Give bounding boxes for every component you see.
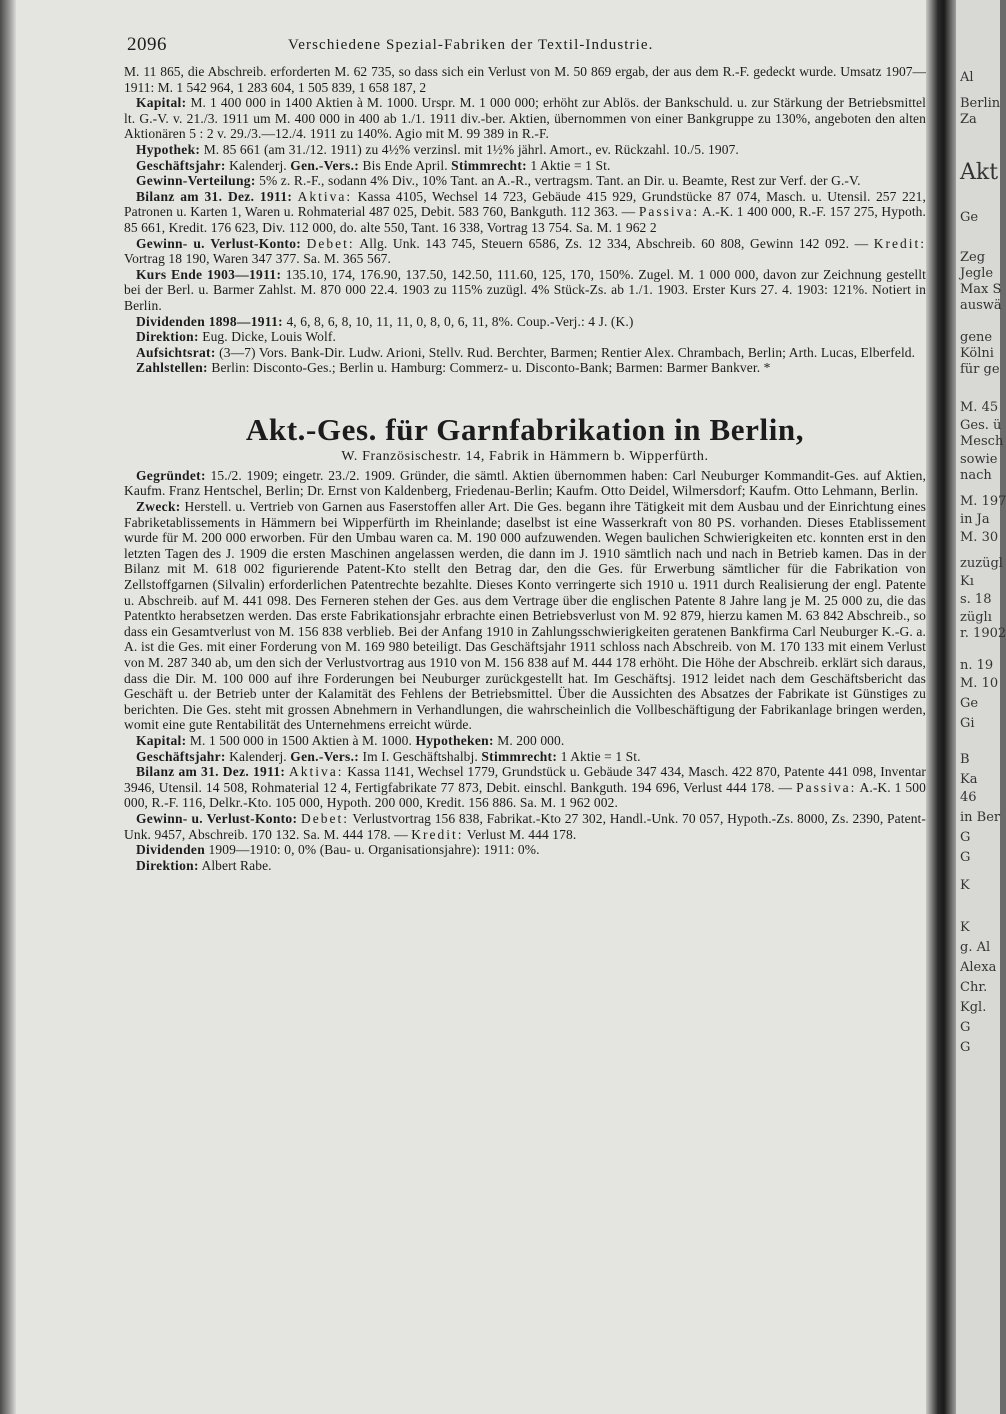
- geschaeftsjahr2-label: Geschäftsjahr:: [136, 748, 226, 764]
- hypotheken-text: M. 200 000.: [497, 732, 565, 748]
- stimmrecht2-label: Stimmrecht:: [481, 748, 558, 764]
- direktion-label: Direktion:: [136, 329, 199, 345]
- text-column: [124, 34, 926, 873]
- adjacent-page-fragment: nach: [960, 468, 992, 483]
- direktion-text: Eug. Dicke, Louis Wolf.: [202, 329, 336, 345]
- gen-vers2-text: Im I. Geschäftshalbj.: [362, 748, 478, 764]
- adjacent-page-fragment: G: [960, 1020, 971, 1035]
- stimmrecht-text: 1 Aktie = 1 St.: [530, 157, 611, 173]
- adjacent-page-fragment: Chr.: [960, 980, 988, 995]
- adjacent-page-fragment: gene: [960, 330, 993, 345]
- geschaeftsjahr2-text: Kalenderj.: [229, 748, 287, 764]
- adjacent-page-fragment: züglı: [960, 610, 992, 625]
- debet2-word: Debet:: [300, 810, 349, 826]
- gegruendet-text: 15./2. 1909; eingetr. 23./2. 1909. Gründer, die sämtl. Aktien übernommen haben: Carl Neuburger Kommandit-Ges. auf Aktien, Kaufm. Franz Hentschel, Berlin; Dr. Ernst von Kaldenberg, Friedenau-Berlin; Kaufm. Otto Deidel, Wilmersdorf; Kaufm. Otto Lehmann, Berlin.: [124, 467, 926, 499]
- stimmrecht-label: Stimmrecht:: [451, 157, 527, 173]
- guv-label: Gewinn- u. Verlust-Konto:: [136, 235, 302, 251]
- adjacent-page-fragment: in Ja: [960, 512, 990, 527]
- book-gutter-shadow: [926, 0, 956, 1414]
- bilanz2-label: Bilanz am 31. Dez. 1911:: [136, 764, 286, 780]
- hypotheken-label: Hypotheken:: [415, 732, 494, 748]
- adjacent-page-fragment: B: [960, 752, 970, 767]
- adjacent-page-fragment: Za: [960, 112, 977, 127]
- direktion2-text: Albert Rabe.: [201, 857, 272, 873]
- dividenden2-paragraph: [124, 842, 926, 858]
- adjacent-page-fragment: zuzügl: [960, 556, 1003, 571]
- gegruendet-paragraph: [124, 468, 926, 499]
- gen-vers-text: Bis Ende April.: [362, 157, 448, 173]
- geschaeftsjahr-label: Geschäftsjahr:: [136, 157, 226, 173]
- page-left-edge-shadow: [0, 0, 16, 1414]
- adjacent-page-fragment: G: [960, 1040, 971, 1055]
- dividenden2-text: 1909—1910: 0, 0% (Bau- u. Organisationsjahre): 1911: 0%.: [208, 842, 540, 858]
- adjacent-page-fragment: Ge: [960, 696, 979, 711]
- bilanz2-passiva-text: A.-K. 1 500 000, R.-F. 116, Delkr.-Kto. 105 000, Hypoth. 200 000, Kredit. 156 886. Sa. M. 1 962 002.: [124, 779, 926, 811]
- passiva2-word: Passiva:: [796, 779, 857, 795]
- adjacent-page-fragment: n. 19: [960, 658, 994, 673]
- guv2-debet-text: Verlustvortrag 156 838, Fabrikat.-Kto 27 302, Handl.-Unk. 70 057, Hypoth.-Zs. 8000, Zs. 2390, Patent-Unk. 9457, Abschreib. 170 132. Sa. M. 444 178. —: [124, 810, 926, 842]
- company-address: W. Französischestr. 14, Fabrik in Hämmern b. Wipperfürth.: [341, 448, 709, 464]
- gewinn-verteilung-paragraph: [124, 173, 926, 189]
- adjacent-page-fragment: K: [960, 878, 970, 893]
- kredit2-word: Kredit:: [411, 826, 464, 842]
- aufsichtsrat-paragraph: [124, 345, 926, 361]
- adjacent-page-fragment: Berlin: [960, 96, 1001, 111]
- adjacent-page-fragment: M. 45: [960, 400, 999, 415]
- gen-vers2-label: Gen.-Vers.:: [290, 748, 360, 764]
- entry-previous-company: [124, 64, 926, 376]
- adjacent-page-fragment: M. 10: [960, 676, 999, 691]
- adjacent-page-fragment: s. 18: [960, 592, 992, 607]
- kurs-text: 135.10, 174, 176.90, 137.50, 142.50, 111.60, 125, 170, 150%. Zugel. M. 1 000 000, davon zur Zeichnung gestellt bei der Berl. u. Barmer Zahlst. M. 870 000 22.4. 1903 zu 115% zuzügl. 4% Stück-Zs. ab 1./1. 1903. Erster Kurs 27. 4. 1903: 121%. Notiert in Berlin.: [124, 266, 926, 313]
- adjacent-page-fragment: r. 1902: [960, 626, 1006, 641]
- adjacent-page-fragment: M. 197: [960, 494, 1006, 509]
- passiva-word: Passiva:: [638, 204, 700, 220]
- kurs-label: Kurs Ende 1903—1911:: [136, 266, 282, 282]
- zahlstellen-text: Berlin: Disconto-Ges.; Berlin u. Hamburg: Commerz- u. Disconto-Bank; Barmen: Barmer Bankver. *: [211, 360, 771, 376]
- gen-vers-label: Gen.-Vers.:: [290, 157, 360, 173]
- kredit-word: Kredit:: [873, 235, 927, 251]
- adjacent-page-fragment: Zeg: [960, 250, 986, 265]
- zahlstellen-paragraph: [124, 360, 926, 376]
- adjacent-page-fragment: sowie: [960, 452, 998, 467]
- adjacent-page-fragment: Kölni: [960, 346, 994, 361]
- entry2-body: [124, 468, 926, 873]
- kapital-paragraph: [124, 95, 926, 142]
- adjacent-page-fragment: Ge: [960, 210, 979, 225]
- kurs-paragraph: [124, 267, 926, 314]
- adjacent-page-fragment: Al: [960, 70, 974, 85]
- adjacent-page-fragment: Akt: [960, 160, 999, 185]
- hypothek-paragraph: [124, 142, 926, 158]
- geschaeftsjahr-text: Kalenderj.: [229, 157, 287, 173]
- guv-paragraph: [124, 236, 926, 267]
- geschaeftsjahr-paragraph: [124, 158, 926, 174]
- hypothek-label: Hypothek:: [136, 141, 201, 157]
- direktion-paragraph: [124, 329, 926, 345]
- bilanz-label: Bilanz am 31. Dez. 1911:: [136, 188, 293, 204]
- running-title: Verschiedene Spezial-Fabriken der Textil-Industrie.: [288, 37, 654, 53]
- dividenden2-label: Dividenden: [136, 842, 206, 858]
- aufsichtsrat-text: (3—7) Vors. Bank-Dir. Ludw. Arioni, Stellv. Rud. Berchter, Barmen; Rentier Alex. Chrambach, Berlin; Arth. Lucas, Elberfeld.: [219, 344, 916, 360]
- adjacent-page-fragment: g. Al: [960, 940, 991, 955]
- adjacent-page-edge: [956, 0, 1006, 1414]
- adjacent-page-fragment: Jegle: [960, 266, 994, 281]
- adjacent-page-fragment: G: [960, 850, 971, 865]
- zahlstellen-label: Zahlstellen:: [136, 360, 208, 376]
- gegruendet-label: Gegründet:: [136, 467, 206, 483]
- aktiva2-word: Aktiva:: [288, 764, 344, 780]
- kapital2-text: M. 1 500 000 in 1500 Aktien à M. 1000.: [189, 732, 412, 748]
- zweck-text: Herstell. u. Vertrieb von Garnen aus Faserstoffen aller Art. Die Ges. begann ihre Tätigkeit mit dem Ausbau und der Einrichtung eines Fabriketablissements in Hämmern bei Wipperfürth im Rheinlande; daselbst ist eine Wasserkraft von 80 PS. vorhanden. Dieses Etablissement wurde für M. 200 000 erworben. Für den Umbau waren ca. M. 190 000 aufzuwenden. Wegen baulichen Schwierigkeiten etc. konnten erst in den letzten Tagen des J. 1909 die ersten Maschinen angelassen werden, die dann im J. 1910 sämtlich nach und nach in Betrieb kamen. Das in der Bilanz mit M. 618 002 figurierende Patent-Kto stellt den Betrag dar, den die Ges. für Erwerbung sämtlicher für die Fabrikation von Zellstoffgarnen (Silvalin) erforderlichen Patentrechte bezahlte. Dieses Konto verringerte sich 1910 u. 1911 durch Realisierung der engl. Patente u. Abschreib. auf M. 441 098. Des Ferneren stehen der Ges. aus dem Vertrage über die englischen Patente 8 Jahre lang je M. 25 000 zu, die das Patentkto herabsetzen werden. Das erste Fabrikationsjahr erbrachte einen Betriebsverlust von M. 92 879, hierzu kamen M. 63 842 Abschreib., so dass ein Gesamtverlust von M. 156 838 verblieb. Bei der Anfang 1910 in Zahlungsschwierigkeiten geratenen Bankfirma Carl Neuburger K.-G. a. A. ist die Ges. mit einer Forderung von M. 169 980 beteiligt. Das Geschäftsjahr 1911 schloss nach Abschreib. von M. 170 133 mit einem Verlust von M. 287 340 ab, um den sich der Verlustvortrag aus 1910 von M. 156 838 auf M. 444 178 erhöht. Die Höhe der Abschreib. erklärt sich daraus, dass die Dir. M. 100 000 auf ihre Forderungen bei Neuburger zurückgestellt hat. Im Geschäftsj. 1912 leidet nach dem Geschäftsbericht das Geschäft u. der Betrieb unter der Kalamität des Fehlens der Betriebsmittel. Über die Aussichten des Absatzes der Fabrikate ist Günstiges zu berichten. Die Ges. steht mit grossen Abnehmern in Verhandlungen, die wahrscheinlich die Vollbeschäftigung der Fabrikanlage bringen werden, womit eine gute Rentabilität des Unternehmens erreicht würde.: [124, 499, 926, 733]
- continued-paragraph: M. 11 865, die Abschreib. erforderten M. 62 735, so dass sich ein Verlust von M. 50 869 ergab, der aus dem R.-F. gedeckt wurde. Umsatz 1907—1911: M. 1 542 964, 1 283 604, 1 505 839, 1 658 187, 2: [124, 64, 926, 95]
- entry-garnfabrikation: [124, 412, 926, 873]
- adjacent-page-fragment: Gi: [960, 716, 975, 731]
- zweck-paragraph: [124, 499, 926, 733]
- adjacent-page-fragment: Mesch: [960, 434, 1004, 449]
- zweck-label: Zweck:: [136, 499, 181, 515]
- direktion2-label: Direktion:: [136, 857, 199, 873]
- aktiva-word: Aktiva:: [297, 188, 353, 204]
- adjacent-page-fragment: Ka: [960, 772, 978, 787]
- adjacent-page-fragment: Kgl.: [960, 1000, 987, 1015]
- kapital-label: Kapital:: [136, 95, 187, 111]
- adjacent-page-fragment: G: [960, 830, 971, 845]
- adjacent-page-fragment: auswä: [960, 298, 1002, 313]
- bilanz-paragraph: [124, 189, 926, 236]
- geschaeftsjahr2-paragraph: [124, 749, 926, 765]
- adjacent-page-fragment: Kı: [960, 574, 974, 589]
- page-number: 2096: [127, 34, 167, 55]
- kapital2-paragraph: [124, 733, 926, 749]
- guv-kredit-text: Vortrag 18 190, Waren 347 377. Sa. M. 365 567.: [124, 251, 391, 267]
- debet-word: Debet:: [306, 235, 355, 251]
- stimmrecht2-text: 1 Aktie = 1 St.: [560, 748, 641, 764]
- dividenden-text: 4, 6, 8, 6, 8, 10, 11, 11, 0, 8, 0, 6, 11, 8%. Coup.-Verj.: 4 J. (K.): [286, 313, 634, 329]
- entry1-body: [124, 95, 926, 376]
- adjacent-page-fragment: in Ber: [960, 810, 1001, 825]
- guv2-label: Gewinn- u. Verlust-Konto:: [136, 810, 298, 826]
- guv-debet-text: Allg. Unk. 143 745, Steuern 6586, Zs. 12 334, Abschreib. 60 808, Gewinn 142 092. —: [359, 235, 869, 251]
- adjacent-page-fragment: für ge: [960, 362, 1000, 377]
- kapital-text: M. 1 400 000 in 1400 Aktien à M. 1000. Urspr. M. 1 000 000; erhöht zur Ablös. der Bankschuld. u. zur Stärkung der Betriebsmittel lt. G.-V. v. 21./3. 1911 um M. 400 000 in 400 ab 1./1. 1911 div.-ber. Aktien, übernommen von einer Bankgruppe zu 130%, angeboten den alten Aktionären 5 : 2 v. 29./3.—12./4. 1911 zu 140%. Agio mit M. 99 389 in R.-F.: [124, 95, 926, 142]
- company-title: Akt.-Ges. für Garnfabrikation in Berlin,: [245, 411, 805, 447]
- guv2-paragraph: [124, 811, 926, 842]
- bilanz2-aktiva-text: Kassa 1141, Wechsel 1779, Grundstück u. Gebäude 347 434, Masch. 422 870, Patente 441 098, Inventar 3946, Utensil. 14 508, Rohmaterial 12 4, Fertigfabrikate 77 873, Debit. einschl. Bankguth. 194 696, Verlust 444 178. —: [124, 764, 927, 795]
- bilanz-aktiva-text: Kassa 4105, Wechsel 14 723, Gebäude 415 929, Grundstücke 87 074, Masch. u. Utensil. 257 221, Patronen u. Karten 1, Waren u. Rohmaterial 487 025, Debit. 583 760, Bankguth. 112 363. —: [124, 188, 926, 220]
- running-header: [124, 34, 926, 64]
- bilanz2-paragraph: [124, 764, 926, 811]
- dividenden-label: Dividenden 1898—1911:: [136, 313, 283, 329]
- kapital2-label: Kapital:: [136, 732, 187, 748]
- adjacent-page-fragment: Ges. ü: [960, 418, 1002, 433]
- hypothek-text: M. 85 661 (am 31./12. 1911) zu 4½% verzinsl. mit 1½% jährl. Amort., ev. Rückzahl. 10./5. 1907.: [203, 141, 739, 157]
- adjacent-page-fragment: 46: [960, 790, 977, 805]
- dividenden-paragraph: [124, 314, 926, 330]
- adjacent-page-fragment: Alexa: [960, 960, 997, 975]
- aufsichtsrat-label: Aufsichtsrat:: [136, 344, 216, 360]
- direktion2-paragraph: [124, 858, 926, 874]
- bilanz-passiva-text: A.-K. 1 400 000, R.-F. 157 275, Hypoth. 85 661, Kredit. 176 623, Div. 112 000, do. alte 550, Tant. 16 338, Vortrag 13 754. Sa. M. 1 962 2: [124, 204, 926, 235]
- adjacent-page-fragment: Max S: [960, 282, 1002, 297]
- guv2-kredit-text: Verlust M. 444 178.: [466, 826, 577, 842]
- adjacent-page-fragment: K: [960, 920, 970, 935]
- gewinn-verteilung-text: 5% z. R.-F., sodann 4% Div., 10% Tant. an A.-R., vertragsm. Tant. an Dir. u. Beamte, Rest zur Verf. der G.-V.: [259, 173, 861, 189]
- gewinn-verteilung-label: Gewinn-Verteilung:: [136, 173, 256, 189]
- adjacent-page-fragment: M. 30: [960, 530, 999, 545]
